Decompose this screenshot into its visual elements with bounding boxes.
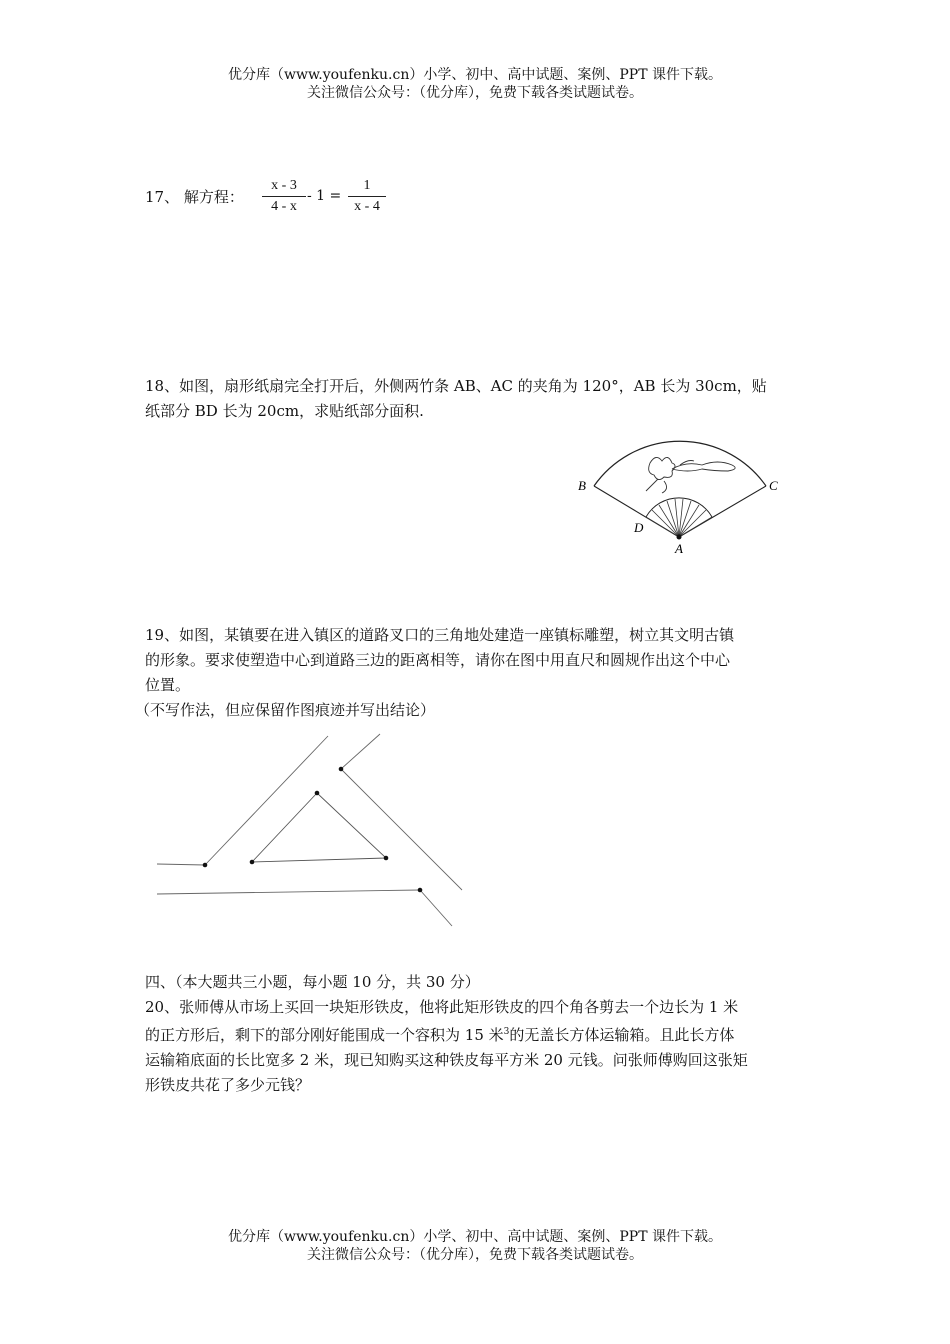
road-middle-diagonal [341,734,380,769]
q20-superscript: 3 [503,1027,510,1037]
page-footer [0,1228,950,1264]
q19-line-2: 的形象。要求使塑造中心到道路三边的距离相等，请你在图中用直尺和圆规作出这个中心 [145,651,731,669]
q17-frac1-denominator: 4 - x [271,199,297,214]
road-points [203,767,423,893]
q17-fraction-1 [262,178,306,215]
section-4-title: 四、（本大题共三小题，每小题 10 分，共 30 分） [145,973,480,991]
q19-note: （不写作法，但应保留作图痕迹并写出结论） [135,701,436,719]
fan-outer-arc [594,441,766,486]
header-line-2: 关注微信公众号：（优分库），免费下载各类试题试卷。 [307,85,643,101]
q20-line-2 [145,1020,810,1048]
q18-line-1: 18、如图，扇形纸扇完全打开后，外侧两竹条 AB、AC 的夹角为 120°，AB 长为 30cm，贴 [145,377,767,395]
q19-line-1: 19、如图，某镇要在进入镇区的道路叉口的三角地处建造一座镇标雕塑，树立其文明古镇 [145,626,735,644]
road-bottom-right [420,890,452,926]
q17-frac2-numerator: 1 [348,178,386,197]
triangle [252,793,386,862]
q17-frac2-denominator: x - 4 [354,199,380,214]
q20-line-1: 20、张师傅从市场上买回一块矩形铁皮，他将此矩形铁皮的四个角各剪去一个边长为 1 米 [145,998,739,1016]
fan-pivot [677,535,682,540]
fan-ribs [646,499,712,537]
q19-line-3: 位置。 [145,676,191,694]
q20-line-4: 形铁皮共花了多少元钱？ [145,1076,311,1094]
question-18 [145,374,810,424]
label-d: D [634,520,644,535]
q17-label: 17、 解方程： [145,188,244,206]
section-4-and-question-20 [145,970,810,1098]
label-b: B [578,478,586,493]
q20-line-2b: 的无盖长方体运输箱。且此长方体 [509,1026,735,1044]
label-c: C [769,478,778,493]
q18-line-2: 纸部分 BD 长为 20cm，求贴纸部分面积. [145,402,424,420]
q17-frac1-numerator: x - 3 [262,178,306,197]
road-bottom [157,890,420,894]
flower-drawing [646,457,735,493]
q17-fraction-2 [348,178,386,215]
road-right-outer [341,769,462,890]
question-19 [135,623,810,723]
road-left-stub [157,864,205,865]
q20-line-3: 运输箱底面的长比宽多 2 米，现已知购买这种铁皮每平方米 20 元钱。问张师傅购回这张矩 [145,1051,748,1069]
footer-line-2: 关注微信公众号：（优分库），免费下载各类试题试卷。 [307,1247,643,1263]
q20-line-2a: 的正方形后，剩下的部分刚好能围成一个容积为 15 米 [145,1026,504,1044]
footer-line-1: 优分库（www.youfenku.cn）小学、初中、高中试题、案例、PPT 课件下载。 [227,1229,722,1245]
road-figure [150,730,470,930]
page-header [0,66,950,102]
label-a: A [675,541,683,556]
fan-figure [570,435,790,560]
q17-middle: - 1 = [307,188,342,204]
header-line-1: 优分库（www.youfenku.cn）小学、初中、高中试题、案例、PPT 课件下载。 [227,67,722,83]
